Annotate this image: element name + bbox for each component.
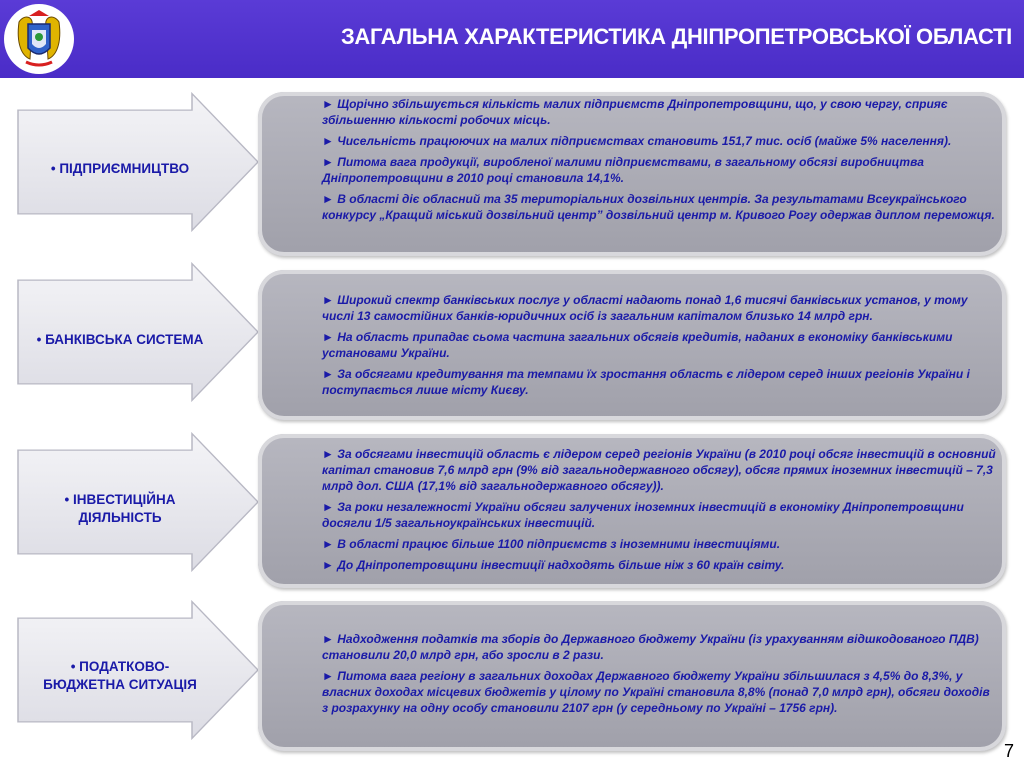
page-number: 7 — [1003, 741, 1014, 761]
coat-of-arms-icon — [4, 4, 74, 74]
list-item: ► За обсягами кредитування та темпами їх зростання область є лідером серед інших регіонів України і поступається лише місту Києву. — [322, 367, 970, 397]
info-panel-banking — [258, 270, 1006, 420]
list-item: ► Широкий спектр банківських послуг у області надають понад 1,6 тисячі банківських установ, у тому числі 13 самостійних банків-юридичних осіб із загальним капіталом близько 14 млрд грн. — [322, 293, 968, 323]
info-panel-tax-budget — [258, 601, 1006, 751]
page-title: ЗАГАЛЬНА ХАРАКТЕРИСТИКА ДНІПРОПЕТРОВСЬКОЇ ОБЛАСТІ — [340, 24, 1012, 49]
list-item: ► Надходження податків та зборів до Державного бюджету України (із урахуванням відшкодованого ПДВ) становили 20,0 млрд грн, або зросли в 2 рази. — [322, 632, 979, 662]
section-label-investment: • ІНВЕСТИЦІЙНА ДІЯЛЬНІСТЬ — [64, 492, 176, 525]
list-item: ► Питома вага регіону в загальних доходах Державного бюджету України збільшилася з 4,5% до 8,3%, у власних доходах місцевих бюджетів у цілому по Україні становила 8,8% (понад 7,0 млрд грн), обсяги доходів з розрахунку на одну особу становили 2107 грн (у середньому по Україні – 1756 грн). — [322, 669, 990, 715]
header-bar — [0, 0, 1024, 78]
info-panel-investment — [258, 434, 1006, 588]
list-item: ► За обсягами інвестицій область є лідером серед регіонів України (в 2010 році обсяг інвестицій в основний капітал становив 7,6 млрд грн (9% від загальнодержавного обсягу), обсяг прямих іноземних інвестицій – 7,3 млрд дол. США (17,1% від загальнодержавного обсягу)). — [322, 447, 996, 493]
section-label-banking: • БАНКІВСЬКА СИСТЕМА — [36, 332, 204, 347]
list-item: ► Чисельність працюючих на малих підприємствах становить 151,7 тис. осіб (майже 5% населення). — [322, 134, 952, 148]
list-item: ► За роки незалежності України обсяги залучених іноземних інвестицій в економіку Дніпропетровщини досягли 1/5 загальноукраїнських інвестицій. — [322, 500, 964, 530]
list-item: ► До Дніпропетровщини інвестиції надходять більше ніж з 60 країн світу. — [322, 558, 785, 572]
list-item: ► В області працює більше 1100 підприємств з іноземними інвестиціями. — [322, 537, 781, 551]
list-item: ► В області діє обласний та 35 територіальних дозвільних центрів. За результатами Всеукраїнського конкурсу „Кращий міський дозвільний центр” дозвільний центр м. Кривого Рогу одержав диплом переможця. — [322, 192, 995, 222]
list-item: ► Щорічно збільшується кількість малих підприємств Дніпропетровщини, що, у свою чергу, сприяє збільшенню кількості робочих місць. — [322, 97, 948, 127]
info-panel-entrepreneurship — [258, 92, 1006, 256]
section-label-entrepreneurship: • ПІДПРИЄМНИЦТВО — [50, 161, 190, 176]
list-item: ► На область припадає сьома частина загальних обсягів кредитів, наданих в економіку банківськими установами України. — [322, 330, 953, 360]
list-item: ► Питома вага продукції, виробленої малими підприємствами, в загальному обсязі виробництва Дніпропетровщини в 2010 році становила 14,1%. — [322, 155, 924, 185]
section-label-tax-budget: • ПОДАТКОВО-БЮДЖЕТНА СИТУАЦІЯ — [43, 659, 197, 692]
